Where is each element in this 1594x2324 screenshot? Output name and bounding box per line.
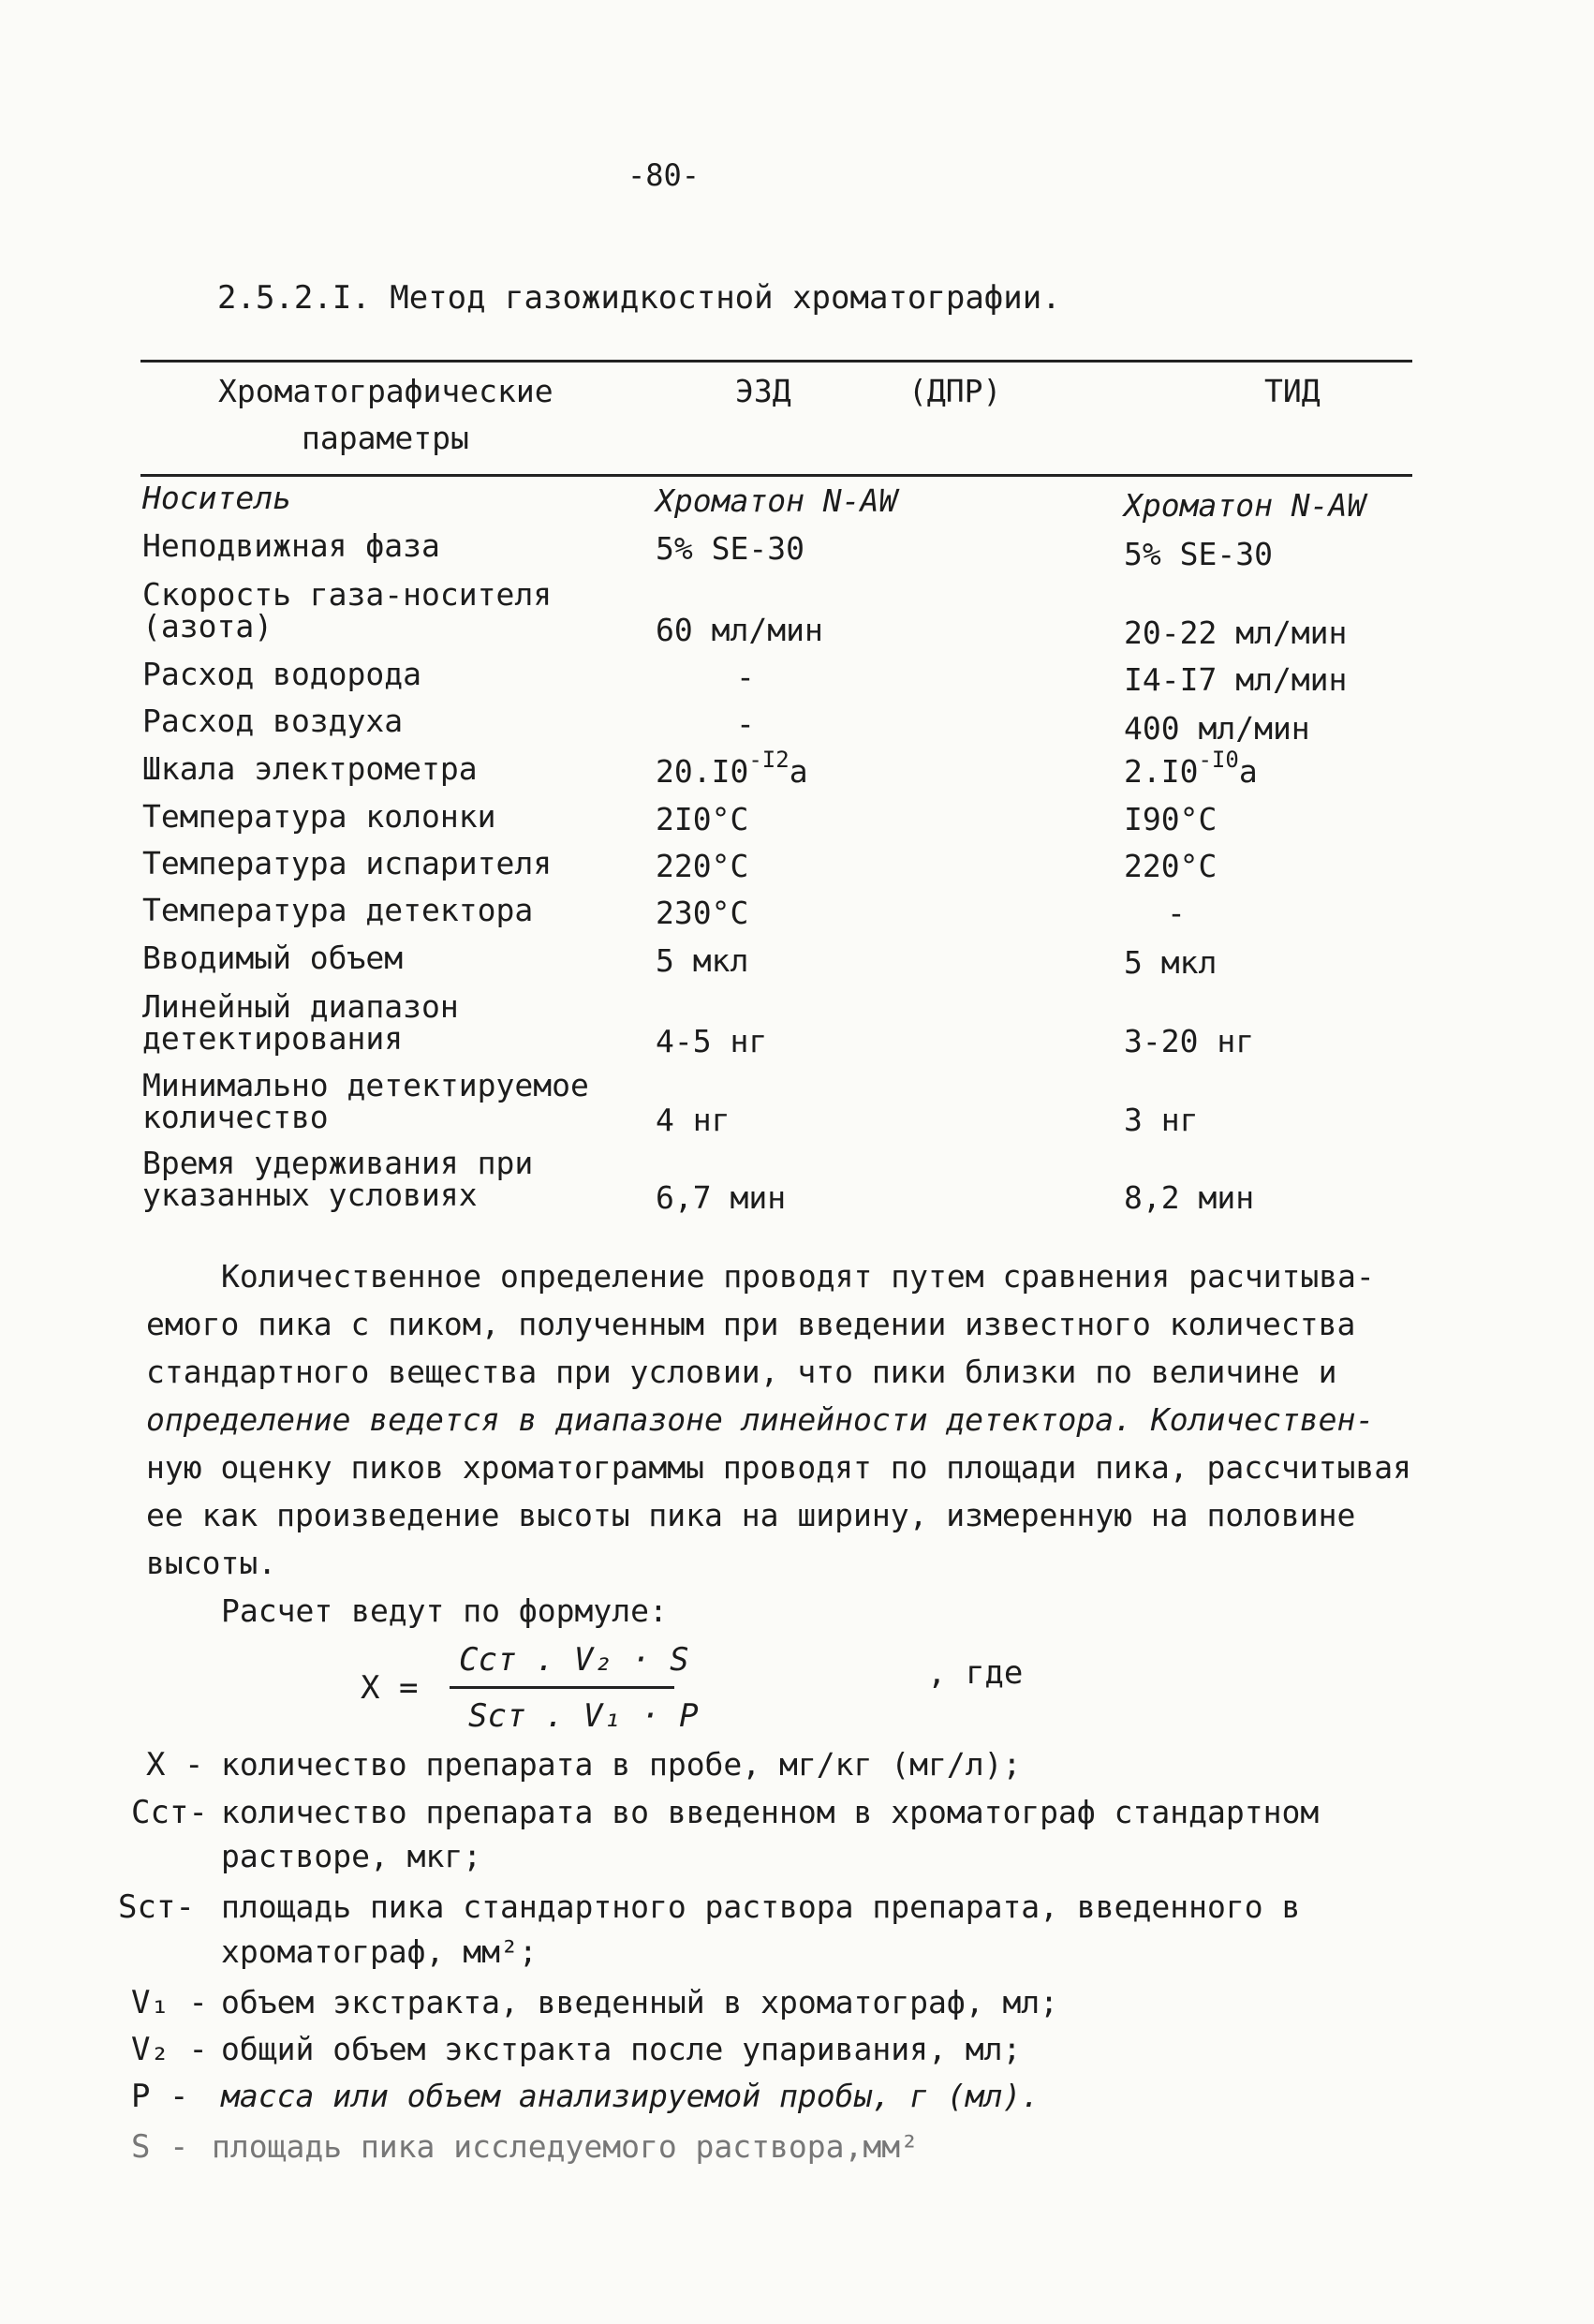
row-ezd-hydrogen: -	[736, 659, 755, 695]
row-tid-phase: 5% SE-30	[1124, 536, 1273, 572]
formula-intro: Расчет ведут по формуле:	[221, 1592, 668, 1629]
row-label-min-detect-1: Минимально детектируемое	[142, 1067, 589, 1103]
header-params-line1: Хроматографические	[218, 373, 553, 409]
tid-electrometer-base: 2.I0	[1124, 753, 1199, 790]
row-label-phase: Неподвижная фаза	[142, 527, 440, 564]
paragraph-line: высоты.	[146, 1545, 277, 1581]
row-label-carrier: Носитель	[142, 480, 291, 516]
row-label-retention-1: Время удерживания при	[142, 1145, 534, 1181]
formula-fraction-bar	[450, 1686, 674, 1689]
definition-text: масса или объем анализируемой пробы, г (мл).	[221, 2078, 1041, 2114]
definition-symbol: V₁ -	[131, 1984, 208, 2021]
row-tid-evaporator-temp: 220°C	[1124, 848, 1218, 884]
row-tid-linear-range: 3-20 нг	[1124, 1023, 1255, 1059]
table-header-rule	[140, 474, 1412, 477]
row-label-electrometer: Шкала электрометра	[142, 750, 478, 787]
row-label-gas-speed-2: (азота)	[142, 608, 273, 644]
row-tid-column-temp: I90°C	[1124, 801, 1218, 837]
row-ezd-column-temp: 2I0°C	[656, 801, 749, 837]
ezd-electrometer-exp: -I2	[748, 747, 790, 773]
paragraph-line: определение ведется в диапазоне линейности детектора. Количествен-	[146, 1401, 1375, 1438]
row-tid-carrier: Хроматон N-AW	[1124, 487, 1366, 524]
row-label-column-temp: Температура колонки	[142, 798, 496, 835]
row-label-volume: Вводимый объем	[142, 940, 404, 976]
row-tid-air: 400 мл/мин	[1124, 710, 1310, 747]
definition-text: площадь пика стандартного раствора препарата, введенного в	[221, 1888, 1301, 1925]
row-ezd-air: -	[736, 705, 755, 742]
row-label-air: Расход воздуха	[142, 703, 404, 739]
row-ezd-carrier: Хроматон N-AW	[656, 482, 898, 519]
row-ezd-evaporator-temp: 220°C	[656, 848, 749, 884]
row-ezd-min-detect: 4 нг	[656, 1102, 731, 1138]
row-ezd-gas-speed: 60 мл/мин	[656, 612, 823, 648]
definition-text: общий объем экстракта после упаривания, мл;	[221, 2031, 1022, 2067]
formula-suffix: , где	[927, 1654, 1024, 1692]
row-tid-min-detect: 3 нг	[1124, 1102, 1199, 1138]
definition-text: площадь пика исследуемого раствора,мм²	[212, 2128, 919, 2165]
formula-denominator: Sст . V₁ · P	[468, 1697, 699, 1735]
row-ezd-volume: 5 мкл	[656, 942, 749, 979]
definition-symbol: V₂ -	[131, 2031, 208, 2068]
paragraph-line: стандартного вещества при условии, что пики близки по величине и	[146, 1354, 1337, 1390]
row-ezd-retention: 6,7 мин	[656, 1179, 787, 1216]
row-ezd-electrometer	[656, 747, 808, 790]
header-col-ezd: ЭЗД	[735, 373, 791, 409]
definition-symbol: Сст-	[131, 1794, 208, 1831]
header-col-tid: ТИД	[1264, 373, 1321, 409]
row-tid-gas-speed: 20-22 мл/мин	[1124, 614, 1348, 651]
definition-symbol: X -	[146, 1746, 204, 1784]
definition-text: количество препарата в пробе, мг/кг (мг/л);	[221, 1746, 1022, 1783]
row-tid-retention: 8,2 мин	[1124, 1179, 1255, 1216]
row-label-linear-range-2: детектирования	[142, 1020, 404, 1057]
header-params-line2: параметры	[302, 420, 469, 456]
row-label-retention-2: указанных условиях	[142, 1177, 478, 1213]
ezd-electrometer-unit: a	[789, 753, 808, 790]
row-label-min-detect-2: количество	[142, 1099, 329, 1135]
definition-text: количество препарата во введенном в хроматограф стандартном	[221, 1794, 1320, 1830]
tid-electrometer-exp: -I0	[1198, 747, 1239, 773]
row-tid-electrometer	[1124, 747, 1258, 790]
definition-text: растворе, мкг;	[221, 1838, 482, 1874]
page-number: -80-	[627, 157, 701, 193]
section-heading: 2.5.2.I. Метод газожидкостной хроматографии.	[217, 279, 1061, 317]
table-top-rule	[140, 360, 1412, 363]
paragraph-line: емого пика с пиком, полученным при введении известного количества	[146, 1306, 1356, 1342]
definition-text: объем экстракта, введенный в хроматограф, мл;	[221, 1984, 1059, 2021]
paragraph-line: ее как произведение высоты пика на ширину, измеренную на половине	[146, 1497, 1356, 1533]
header-col-dpr: (ДПР)	[908, 373, 1002, 409]
tid-electrometer-unit: a	[1238, 753, 1258, 790]
row-ezd-linear-range: 4-5 нг	[656, 1023, 768, 1059]
row-label-detector-temp: Температура детектора	[142, 892, 534, 928]
row-tid-detector-temp: -	[1167, 895, 1186, 931]
formula-lhs: X =	[361, 1669, 419, 1707]
definition-symbol: S -	[131, 2128, 189, 2166]
row-ezd-detector-temp: 230°C	[656, 895, 749, 931]
row-tid-hydrogen: I4-I7 мл/мин	[1124, 661, 1348, 698]
paragraph-line: Количественное определение проводят путем сравнения расчитыва-	[221, 1258, 1375, 1295]
definition-text: хроматограф, мм²;	[221, 1933, 538, 1970]
row-label-gas-speed-1: Скорость газа-носителя	[142, 576, 553, 613]
definition-symbol: Sст-	[118, 1888, 195, 1926]
row-label-hydrogen: Расход водорода	[142, 656, 422, 692]
row-tid-volume: 5 мкл	[1124, 944, 1218, 981]
row-ezd-phase: 5% SE-30	[656, 530, 804, 567]
row-label-linear-range-1: Линейный диапазон	[142, 988, 459, 1025]
paragraph-line: ную оценку пиков хроматограммы проводят по площади пика, рассчитывая	[146, 1449, 1412, 1486]
row-label-evaporator-temp: Температура испарителя	[142, 845, 553, 881]
ezd-electrometer-base: 20.I0	[656, 753, 749, 790]
formula-numerator: Сст . V₂ · S	[459, 1641, 689, 1679]
definition-symbol: Р -	[131, 2078, 189, 2115]
